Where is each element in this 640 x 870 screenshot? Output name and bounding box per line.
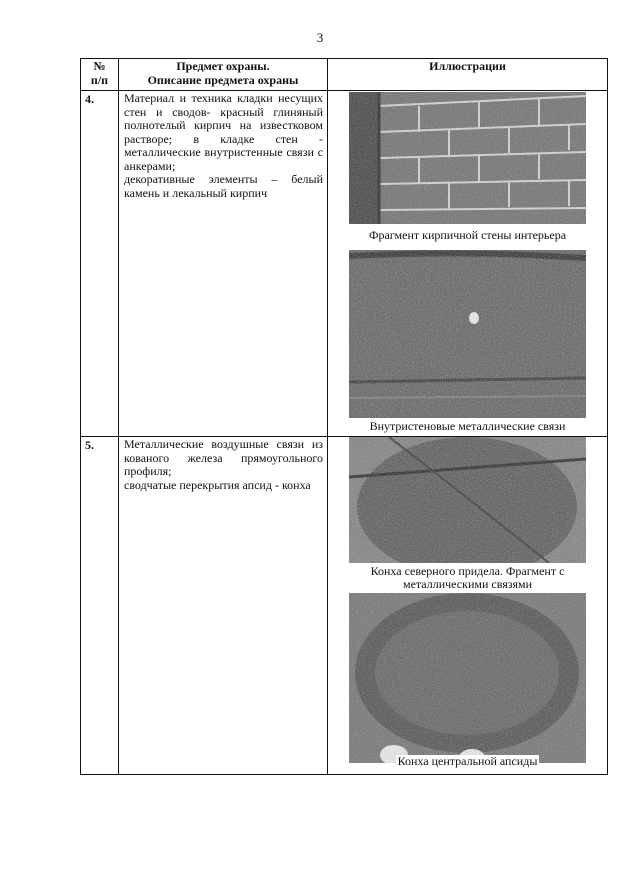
row-description <box>119 91 328 437</box>
row-description <box>119 437 328 775</box>
subject-header-line2: Описание предмета охраны <box>147 73 299 87</box>
subject-column-header <box>119 59 328 91</box>
description-paragraph: Материал и техника кладки несущих стен и сводов- красный глиняный полнотелый кирпич на известковом растворе; в кладке стен - металлические внутристенные связи с анкерами; <box>124 91 323 173</box>
subject-header-line1: Предмет охраны. <box>176 59 270 73</box>
row-illustrations <box>328 91 608 437</box>
description-paragraph: декоративные элементы – белый камень и лекальный кирпич <box>124 172 323 200</box>
table-header-row <box>81 59 608 91</box>
row-number: 4. <box>81 91 119 437</box>
figure <box>328 593 607 768</box>
description-paragraph: Металлические воздушные связи из кованого железа прямоугольного профиля; <box>124 437 323 478</box>
figure-caption: Внутристеновые металлические связи <box>369 419 566 433</box>
figure <box>328 437 607 591</box>
protection-subject-table <box>80 58 608 775</box>
table-row <box>81 437 608 775</box>
illustrations-column-header: Иллюстрации <box>328 59 608 91</box>
number-header-line2: п/п <box>90 73 109 87</box>
description-paragraph: сводчатые перекрытия апсид - конха <box>124 477 311 492</box>
central-apse-conch-photo <box>349 593 586 763</box>
row-number: 5. <box>81 437 119 775</box>
figure-caption: Фрагмент кирпичной стены интерьера <box>368 228 567 242</box>
brick-wall-photo <box>349 92 586 224</box>
figure-caption: Конха северного придела. Фрагмент с металлическими связями <box>370 564 565 591</box>
north-chapel-conch-photo <box>349 437 586 563</box>
figure <box>328 91 607 242</box>
number-header-line1: № <box>93 59 106 73</box>
metal-ties-photo <box>349 250 586 418</box>
table-row <box>81 91 608 437</box>
figure-caption: Конха центральной апсиды <box>397 754 538 768</box>
page-number: 3 <box>316 30 324 45</box>
figure <box>328 250 607 433</box>
number-column-header <box>81 59 119 91</box>
row-illustrations <box>328 437 608 775</box>
